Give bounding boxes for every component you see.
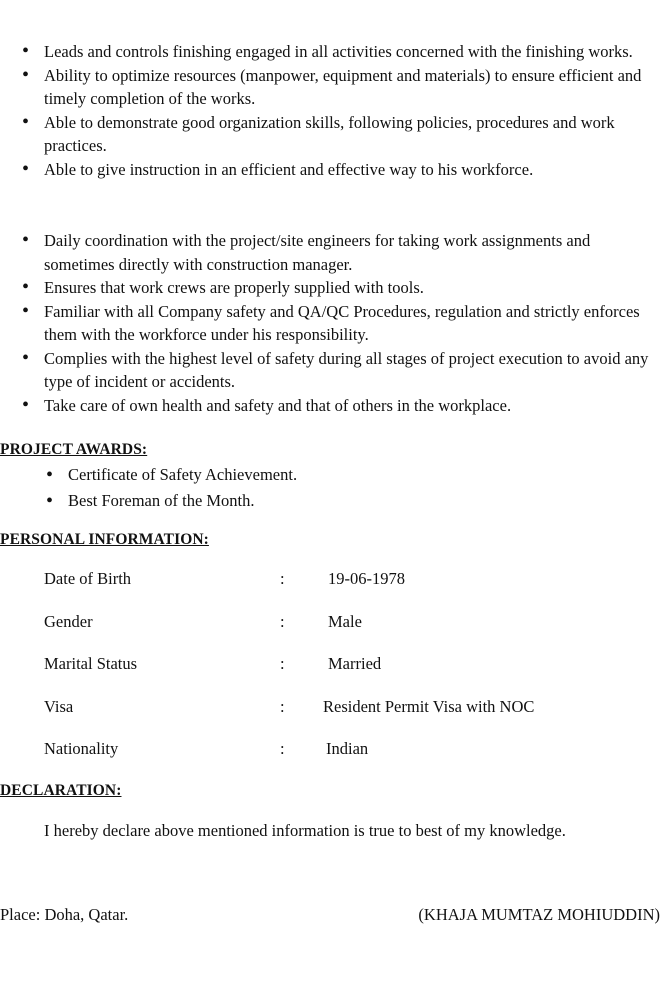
info-row-visa bbox=[0, 697, 666, 721]
list-item: • Leads and controls finishing engaged in all activities concerned with the finishing works. bbox=[22, 40, 652, 64]
declaration-heading: DECLARATION: bbox=[0, 782, 122, 799]
info-separator: : bbox=[280, 612, 285, 631]
place-text: Place: Doha, Qatar. bbox=[0, 905, 129, 924]
info-value: Resident Permit Visa with NOC bbox=[323, 697, 535, 716]
list-item: • Familiar with all Company safety and QA/QC Procedures, regulation and strictly enforces them with the workforce under his responsibility. bbox=[22, 300, 652, 347]
info-row-marital-status bbox=[0, 654, 666, 678]
project-awards-heading: PROJECT AWARDS: bbox=[0, 441, 148, 458]
list-item: • Able to give instruction in an efficient and effective way to his workforce. bbox=[22, 158, 652, 182]
list-item: • Ensures that work crews are properly supplied with tools. bbox=[22, 276, 652, 300]
awards-list bbox=[46, 462, 297, 514]
info-value: Indian bbox=[326, 739, 369, 758]
info-separator: : bbox=[280, 654, 285, 673]
info-separator: : bbox=[280, 739, 285, 758]
info-row-nationality bbox=[0, 739, 666, 763]
signature-name: (KHAJA MUMTAZ MOHIUDDIN) bbox=[418, 905, 660, 924]
info-row-date-of-birth bbox=[0, 569, 666, 593]
declaration-text: I hereby declare above mentioned information is true to best of my knowledge. bbox=[44, 821, 566, 840]
info-separator: : bbox=[280, 697, 285, 716]
list-item: • Daily coordination with the project/site engineers for taking work assignments and sometimes directly with construction manager. bbox=[22, 229, 652, 276]
list-item: • Able to demonstrate good organization skills, following policies, procedures and work practices. bbox=[22, 111, 652, 158]
info-separator: : bbox=[280, 569, 285, 588]
info-label: Date of Birth bbox=[44, 569, 132, 588]
info-label: Marital Status bbox=[44, 654, 138, 673]
info-label: Nationality bbox=[44, 739, 119, 758]
duties-list-2 bbox=[22, 229, 652, 417]
info-value: 19-06-1978 bbox=[328, 569, 405, 588]
info-label: Gender bbox=[44, 612, 93, 631]
duties-list-1 bbox=[22, 40, 652, 181]
award-item: • Best Foreman of the Month. bbox=[46, 488, 297, 514]
info-row-gender bbox=[0, 612, 666, 636]
award-item: • Certificate of Safety Achievement. bbox=[46, 462, 297, 488]
info-value: Male bbox=[328, 612, 362, 631]
list-item: • Ability to optimize resources (manpower, equipment and materials) to ensure efficient and timely completion of the works. bbox=[22, 64, 652, 111]
info-label: Visa bbox=[44, 697, 74, 716]
info-value: Married bbox=[328, 654, 382, 673]
list-item: • Complies with the highest level of safety during all stages of project execution to avoid any type of incident or accidents. bbox=[22, 347, 652, 394]
list-item: • Take care of own health and safety and that of others in the workplace. bbox=[22, 394, 652, 418]
personal-information-heading: PERSONAL INFORMATION: bbox=[0, 531, 209, 548]
